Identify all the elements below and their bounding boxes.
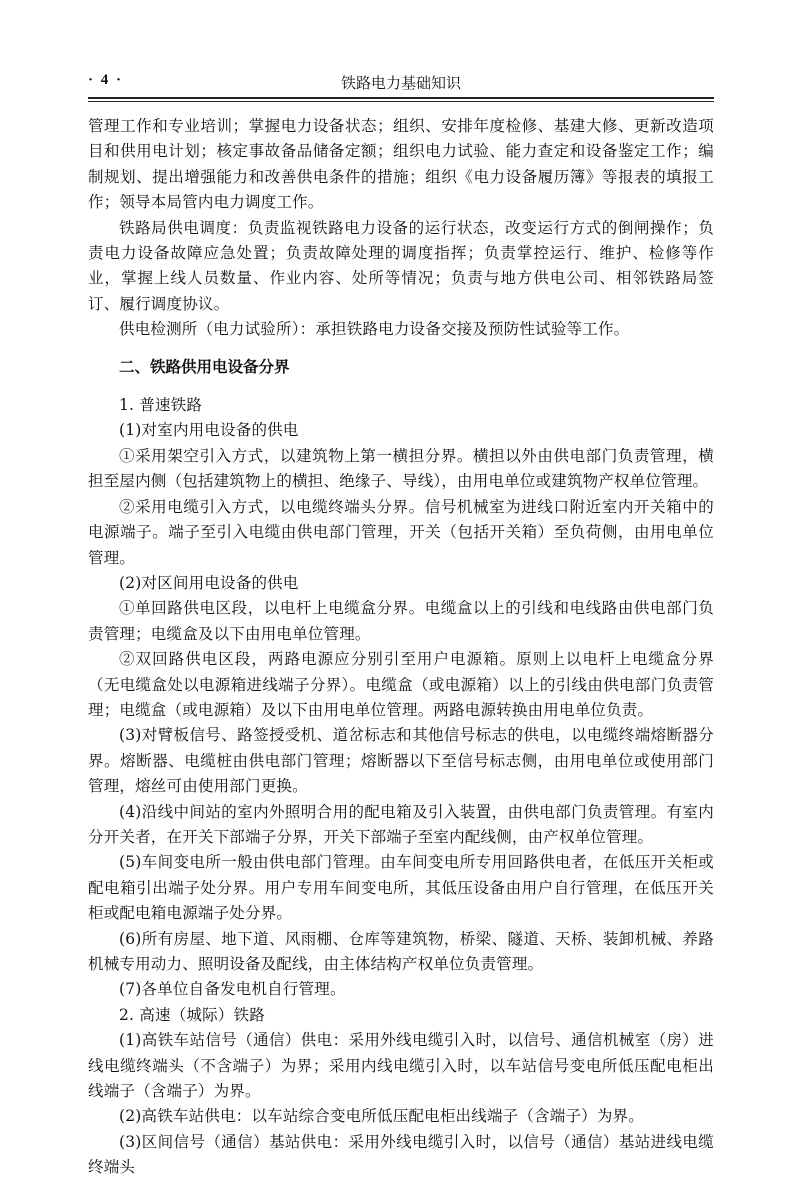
item-buildings: (6)所有房屋、地下道、风雨棚、仓库等建筑物，桥梁、隧道、天桥、装卸机械、养路机械专用动力、照明设备及配线，由主体结构产权单位负责管理。 (88, 929, 714, 973)
item-hs-signal-supply: (1)高铁车站信号（通信）供电：采用外线电缆引入时，以信号、通信机械室（房）进线电缆终端头（不含端子）为界；采用内线电缆引入时，以车站信号变电所低压配电柜出线端子（含端子）为界。 (88, 1031, 714, 1101)
item-indoor-supply: (1)对室内用电设备的供电 (119, 421, 299, 440)
item-single-circuit: ①单回路供电区段，以电杆上电缆盒分界。电缆盒以上的引线和电线路由供电部门负责管理；电缆盒及以下由用电单位管理。 (88, 599, 714, 643)
item-section-base-station: (3)区间信号（通信）基站供电：采用外线电缆引入时，以信号（通信）基站进线电缆终端头 (88, 1132, 714, 1177)
item-signal-supply: (3)对臂板信号、路签授受机、道岔标志和其他信号标志的供电，以电缆终端熔断器分界。熔断器、电缆桩由供电部门管理；熔断器以下至信号标志侧，由用电单位或使用部门管理，熔丝可由使用部门更换。 (88, 726, 714, 796)
item-station-lighting: (4)沿线中间站的室内外照明合用的配电箱及引入装置，由供电部门负责管理。有室内分开关者，在开关下部端子分界，开关下部端子至室内配线侧，由产权单位管理。 (88, 802, 714, 846)
paragraph-continued: 管理工作和专业培训；掌握电力设备状态；组织、安排年度检修、基建大修、更新改造项目和供用电计划；核定事故备品储备定额；组织电力试验、能力查定和设备鉴定工作；编制规划、提出增强能力和改善供电条件的措施；组织《电力设备履历簿》等报表的填报工作；领导本局管内电力调度工作。 (88, 117, 714, 212)
item-double-circuit: ②双回路供电区段，两路电源应分别引至用户电源箱。原则上以电杆上电缆盒分界（无电缆盒处以电源箱进线端子分界）。电缆盒（或电源箱）以上的引线由供电部门负责管理；电缆盒（或电源箱）及以下由用电单位管理。两路电源转换由用电单位负责。 (88, 650, 714, 719)
section-heading: 二、铁路供用电设备分界 (119, 357, 290, 376)
item-overhead-entry: ①采用架空引入方式，以建筑物上第一横担分界。横担以外由供电部门负责管理，横担至屋内侧（包括建筑物上的横担、绝缘子、导线），由用电单位或建筑物产权单位管理。 (88, 446, 714, 491)
item-generators: (7)各单位自备发电机自行管理。 (119, 980, 346, 999)
item-hs-station-supply: (2)高铁车站供电：以车站综合变电所低压配电柜出线端子（含端子）为界。 (119, 1107, 644, 1126)
item-section-supply: (2)对区间用电设备的供电 (119, 573, 299, 592)
header-rule-thin (88, 101, 714, 102)
page-body (88, 114, 714, 1181)
page-number: · 4 · (88, 72, 124, 88)
item-cable-entry: ②采用电缆引入方式，以电缆终端头分界。信号机械室为进线口附近室内开关箱中的电源端子。端子至引入电缆由供电部门管理，开关（包括开关箱）至负荷侧，由用电单位管理。 (88, 497, 714, 567)
paragraph-testing: 供电检测所（电力试验所）：承担铁路电力设备交接及预防性试验等工作。 (119, 320, 630, 339)
page-header (88, 70, 714, 92)
running-title: 铁路电力基础知识 (340, 74, 461, 92)
paragraph-dispatch: 铁路局供电调度：负责监视铁路电力设备的运行状态，改变运行方式的倒闸操作；负责电力设备故障应急处置；负责故障处理的调度指挥；负责掌控运行、维护、检修等作业，掌握上线人员数量、作业内容、处所等情况；负责与地方供电公司、相邻铁路局签订、履行调度协议。 (88, 218, 714, 313)
subheading-high-speed: 2. 高速（城际）铁路 (119, 1005, 265, 1024)
item-workshop-substation: (5)车间变电所一般由供电部门管理。由车间变电所专用回路供电者，在低压开关柜或配电箱引出端子处分界。用户专用车间变电所，其低压设备由用户自行管理，在低压开关柜或配电箱电源端子处分界。 (88, 853, 714, 923)
header-rule-thick (88, 97, 714, 99)
subheading-conventional-railway: 1. 普速铁路 (119, 396, 203, 415)
